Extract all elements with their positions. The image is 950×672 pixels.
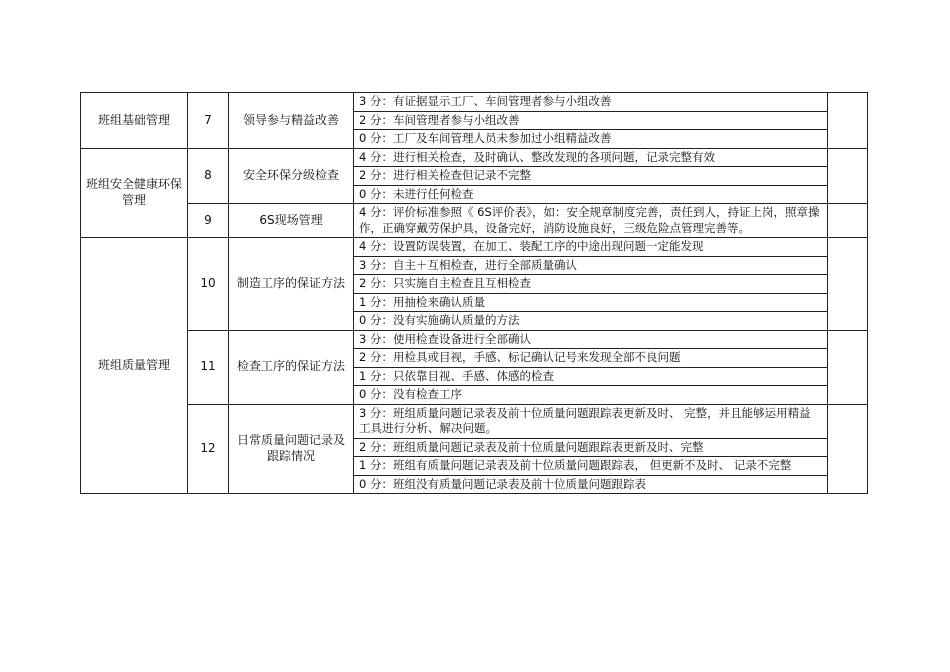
- criteria-cell: 2 分：进行相关检查但记录不完整: [354, 167, 828, 186]
- table-row: [81, 330, 868, 349]
- category-cell: 班组基础管理: [81, 93, 188, 149]
- criteria-cell: 4 分：评价标准参照《 6S评价表》，如：安全规章制度完善，责任到人，持证上岗，照章操作，正确穿戴劳保护具，设备完好，消防设施良好，三级危险点管理完善等。: [354, 204, 828, 238]
- item-name-cell: 制造工序的保证方法: [229, 238, 354, 331]
- table-row: [81, 93, 868, 112]
- item-number-cell: 7: [188, 93, 229, 149]
- item-name-cell: 日常质量问题记录及跟踪情况: [229, 404, 354, 494]
- criteria-cell: 0 分：未进行任何检查: [354, 185, 828, 204]
- item-name-cell: 检查工序的保证方法: [229, 330, 354, 404]
- criteria-cell: 2 分：车间管理者参与小组改善: [354, 111, 828, 130]
- category-cell: 班组安全健康环保管理: [81, 148, 188, 238]
- criteria-cell: 0 分：没有检查工序: [354, 386, 828, 405]
- criteria-cell: 4 分：设置防误装置，在加工、装配工序的中途出现问题一定能发现: [354, 238, 828, 257]
- criteria-cell: 1 分：只依靠目视、手感、体感的检查: [354, 367, 828, 386]
- criteria-cell: 0 分：没有实施确认质量的方法: [354, 312, 828, 331]
- item-number-cell: 9: [188, 204, 229, 238]
- score-cell: [828, 404, 868, 494]
- item-number-cell: 10: [188, 238, 229, 331]
- item-number-cell: 8: [188, 148, 229, 204]
- criteria-cell: 3 分：有证据显示工厂、车间管理者参与小组改善: [354, 93, 828, 112]
- criteria-cell: 2 分：班组质量问题记录表及前十位质量问题跟踪表更新及时、完整: [354, 438, 828, 457]
- criteria-cell: 1 分：用抽检来确认质量: [354, 293, 828, 312]
- score-cell: [828, 148, 868, 204]
- criteria-cell: 3 分：自主＋互相检查，进行全部质量确认: [354, 256, 828, 275]
- score-cell: [828, 93, 868, 149]
- item-name-cell: 领导参与精益改善: [229, 93, 354, 149]
- category-cell: 班组质量管理: [81, 238, 188, 494]
- criteria-cell: 1 分：班组有质量问题记录表及前十位质量问题跟踪表， 但更新不及时、 记录不完整: [354, 457, 828, 476]
- table-row: [81, 404, 868, 438]
- criteria-cell: 2 分：只实施自主检查且互相检查: [354, 275, 828, 294]
- item-name-cell: 6S现场管理: [229, 204, 354, 238]
- evaluation-table-body: [81, 93, 868, 494]
- criteria-cell: 0 分：工厂及车间管理人员未参加过小组精益改善: [354, 130, 828, 149]
- criteria-cell: 0 分：班组没有质量问题记录表及前十位质量问题跟踪表: [354, 475, 828, 494]
- criteria-cell: 4 分：进行相关检查，及时确认、整改发现的各项问题，记录完整有效: [354, 148, 828, 167]
- score-cell: [828, 330, 868, 404]
- evaluation-table: [80, 92, 868, 494]
- table-row: [81, 204, 868, 238]
- table-row: [81, 148, 868, 167]
- item-number-cell: 11: [188, 330, 229, 404]
- score-cell: [828, 204, 868, 238]
- item-name-cell: 安全环保分级检查: [229, 148, 354, 204]
- criteria-cell: 2 分：用检具或目视，手感、标记确认记号来发现全部不良问题: [354, 349, 828, 368]
- table-row: [81, 238, 868, 257]
- score-cell: [828, 238, 868, 331]
- item-number-cell: 12: [188, 404, 229, 494]
- criteria-cell: 3 分：使用检查设备进行全部确认: [354, 330, 828, 349]
- criteria-cell: 3 分：班组质量问题记录表及前十位质量问题跟踪表更新及时、 完整，并且能够运用精益工具进行分析、解决问题。: [354, 404, 828, 438]
